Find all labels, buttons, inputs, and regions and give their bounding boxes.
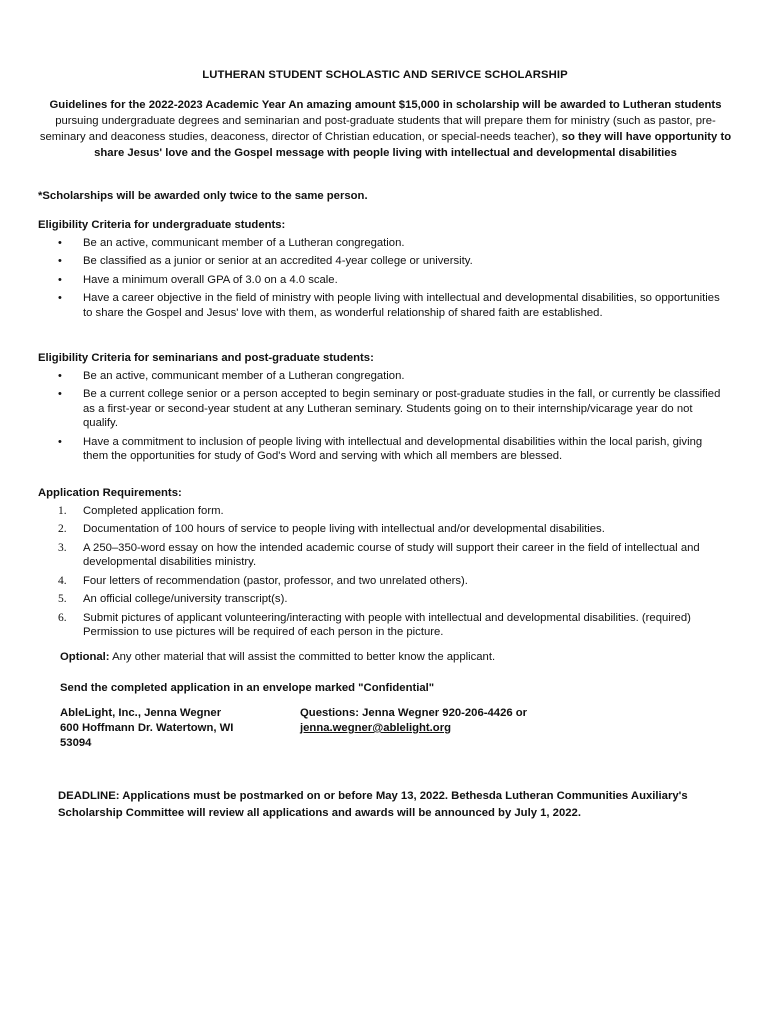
list-item: 6. Submit pictures of applicant volunteering/interacting with people with intellectual and developmental disabilities. (required) Permission to use pictures will be required of each person in the picture. (58, 611, 691, 638)
bullet-icon: • (58, 292, 62, 304)
bullet-icon: • (58, 388, 62, 400)
page-title: LUTHERAN STUDENT SCHOLASTIC AND SERIVCE SCHOLARSHIP (202, 69, 568, 81)
list-item: 4. Four letters of recommendation (pastor, professor, and two unrelated others). (58, 574, 468, 587)
list-item: • Be a current college senior or a person accepted to begin seminary or post-graduate studies in the fall, or currently be classified as a first-year or second-year student at any Lutheran seminary. Students going on to their internship/vicarage year do not qualify. (58, 388, 721, 429)
application-list (38, 504, 728, 640)
undergrad-section (38, 218, 728, 324)
optional-note: Optional: Any other material that will assist the committed to better know the applicant. (60, 651, 496, 663)
intro-normal: pursuing undergraduate degrees and seminarian and post-graduate students that will prepare them for ministry (such as pastor, pre-seminary and deaconess studies, deaconess, director of Christian education, or special-needs teacher), (39, 115, 716, 143)
scholarship-note: *Scholarships will be awarded only twice to the same person. (38, 190, 368, 202)
deadline-note: DEADLINE: Applications must be postmarked on or before May 13, 2022. Bethesda Lutheran Communities Auxiliary's Scholarship Committee will review all applications and awards will be announced by July 1, 2022. (58, 790, 688, 819)
seminarian-section (38, 351, 728, 468)
questions-contact: Questions: Jenna Wegner 920-206-4426 or jenna.wegner@ablelight.org (300, 707, 528, 734)
intro-bold-end: so they will have opportunity to share Jesus' love and the Gospel message with people living with intellectual and developmental disabilities (94, 131, 732, 159)
mailing-address: AbleLight, Inc., Jenna Wegner 600 Hoffmann Dr. Watertown, WI 53094 (60, 707, 234, 749)
email-link[interactable]: jenna.wegner@ablelight.org (300, 722, 451, 734)
list-item: • Be classified as a junior or senior at an accredited 4-year college or university. (58, 255, 473, 267)
list-item: 2. Documentation of 100 hours of service to people living with intellectual and/or developmental disabilities. (58, 523, 605, 535)
list-item: • Have a minimum overall GPA of 3.0 on a 4.0 scale. (58, 273, 338, 286)
undergrad-heading: Eligibility Criteria for undergraduate students: (38, 219, 286, 231)
list-item: • Have a career objective in the field of ministry with people living with intellectual and developmental disabilities, so opportunities to share the Gospel and Jesus' love with them, as wonderful relationship of shared faith are established. (58, 292, 720, 319)
list-item: 5. An official college/university transcript(s). (58, 593, 288, 605)
send-instructions: Send the completed application in an envelope marked "Confidential" (60, 682, 435, 694)
list-item: • Be an active, communicant member of a Lutheran congregation. (58, 369, 405, 382)
application-heading: Application Requirements: (38, 487, 182, 499)
bullet-icon: • (58, 255, 62, 267)
seminarian-heading: Eligibility Criteria for seminarians and post-graduate students: (38, 352, 374, 364)
intro-bold-start: Guidelines for the 2022-2023 Academic Year An amazing amount $15,000 in scholarship will be awarded to Lutheran students (49, 99, 722, 111)
list-item: • Be an active, communicant member of a Lutheran congregation. (58, 236, 405, 249)
bullet-icon: • (58, 236, 62, 249)
undergrad-list (38, 236, 728, 321)
bullet-icon: • (58, 273, 62, 286)
bullet-icon: • (58, 369, 62, 382)
application-section (38, 486, 728, 644)
list-item: 1. Completed application form. (58, 504, 224, 517)
seminarian-list (38, 369, 728, 464)
list-item: 3. A 250–350-word essay on how the intended academic course of study will support their career in the field of intellectual and developmental disabilities ministry. (58, 541, 700, 568)
list-item: • Have a commitment to inclusion of people living with intellectual and developmental disabilities within the local parish, giving them the opportunities for study of God's Word and serving with which all members are blessed. (58, 435, 703, 462)
intro-paragraph (38, 97, 733, 161)
bullet-icon: • (58, 435, 62, 448)
